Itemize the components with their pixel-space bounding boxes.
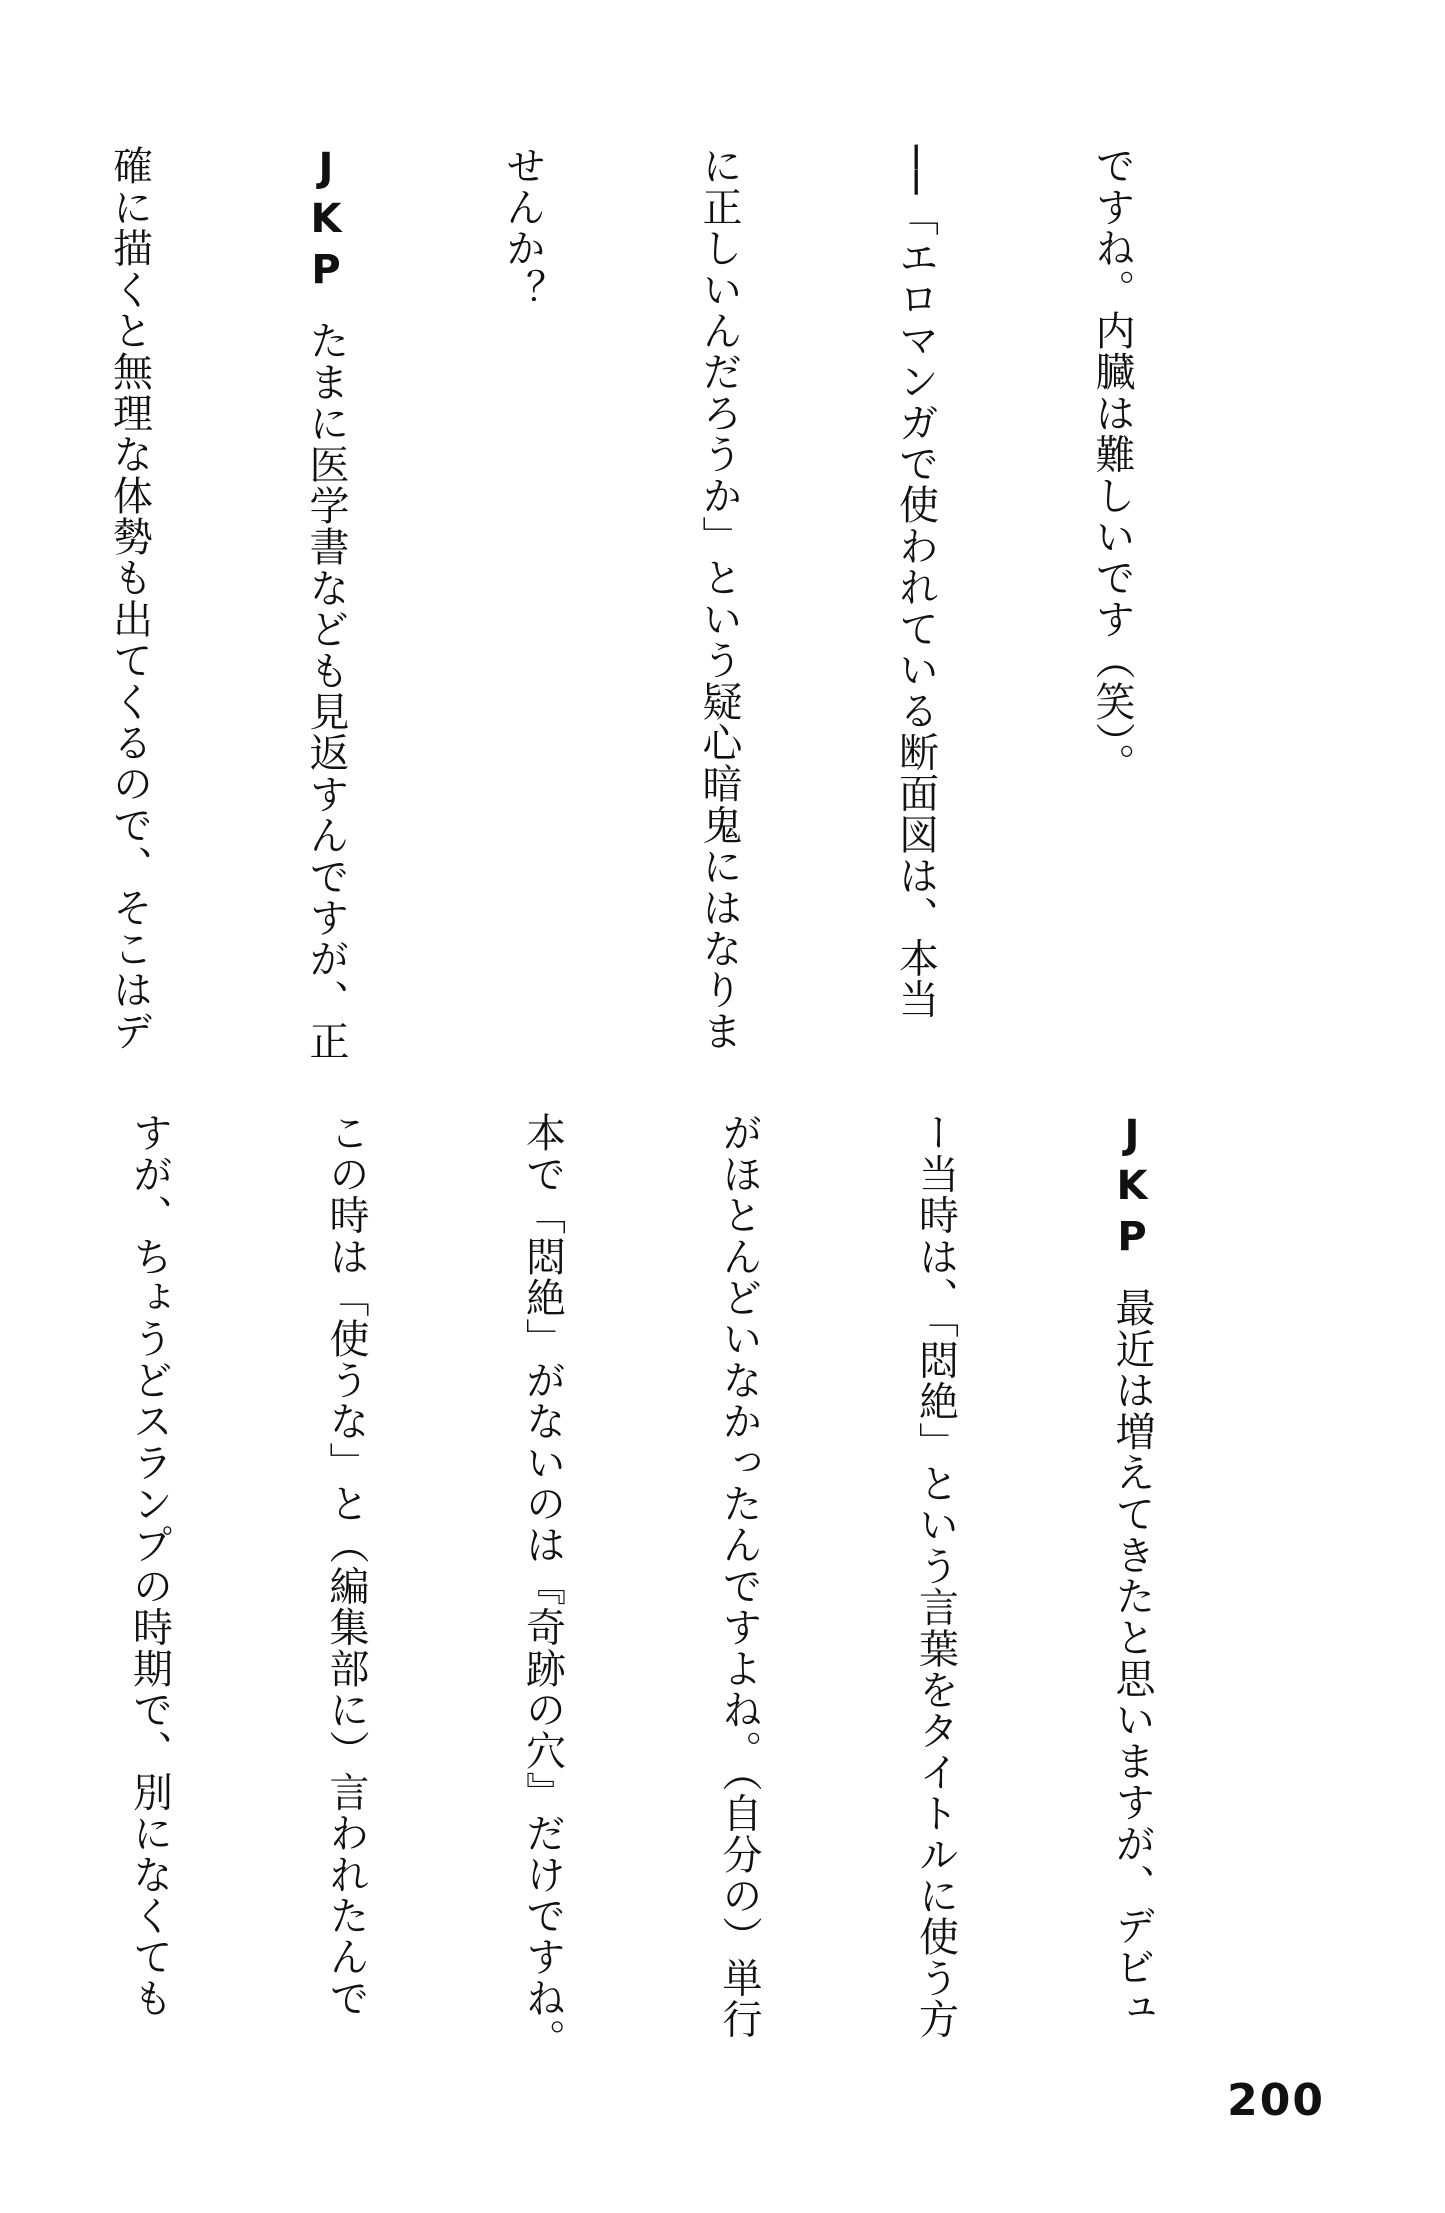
speech-text: 最近は増えてきたと思いますが、デビュ bbox=[1109, 1287, 1155, 2029]
text-line: ですね。内臓は難しいです（笑）。 bbox=[1089, 145, 1135, 785]
text-line: ー当時は、「悶絶」という言葉をタイトルに使う方 bbox=[912, 1112, 959, 2040]
lower-text-column bbox=[0, 1112, 1295, 2060]
text-line: 本で「悶絶」がないのは『奇跡の穴』だけですね。 bbox=[519, 1112, 566, 2060]
text-line: に正しいんだろうか」という疑心暗鬼にはなりま bbox=[696, 145, 742, 1052]
text-line bbox=[293, 145, 359, 1095]
speaker-label: JKP bbox=[1109, 1112, 1155, 1265]
speaker-label: JKP bbox=[303, 145, 349, 298]
text-line: 確に描くと無理な体勢も出てくるので、そこはデ bbox=[106, 145, 153, 1052]
text-line: この時は「使うな」と（編集部に）言われたんで bbox=[323, 1112, 369, 2019]
text-line bbox=[1099, 1112, 1165, 2029]
page-number: 200 bbox=[1227, 2075, 1325, 2126]
text-line: せんか？ bbox=[499, 145, 546, 310]
upper-text-column bbox=[0, 145, 1275, 1095]
text-line: ──「エロマンガで使われている断面図は、本当 bbox=[892, 145, 939, 1020]
text-line: すが、ちょうどスランプの時期で、別になくても bbox=[126, 1112, 173, 2019]
text-line: がほとんどいなかったんですよね。（自分の）単行 bbox=[716, 1112, 762, 2040]
speech-text: たまに医学書なども見返すんですが、正 bbox=[303, 320, 349, 1062]
